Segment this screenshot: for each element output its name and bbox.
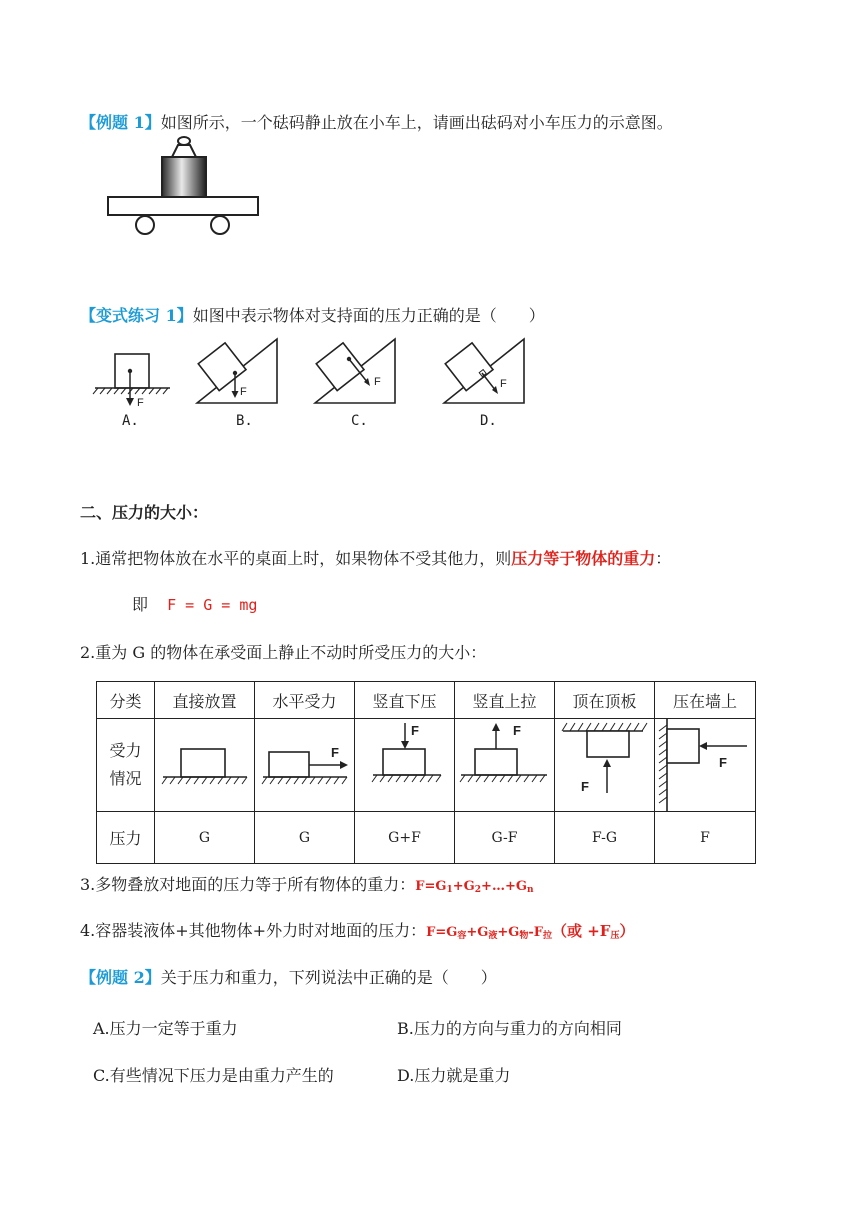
- figure-d-label: D.: [480, 413, 497, 429]
- point4: 4.容器装液体+其他物体+外力时对地面的压力：$F=G_容+G_液+G_物-F_拉$（或 $+F_压$）: [80, 921, 635, 941]
- table-header-cell: 分类: [97, 682, 155, 719]
- variant1-question: [80, 303, 545, 326]
- section2-p1: 1.通常把物体放在水平的桌面上时，如果物体不受其他力，则压力等于物体的重力：: [80, 549, 672, 568]
- cart-weight-figure: [100, 133, 265, 238]
- table-row-label: 压力: [97, 812, 155, 864]
- variant1-tag: 【变式练习 1】: [80, 306, 193, 325]
- figure-d: [442, 333, 527, 405]
- svg-text:F: F: [240, 386, 247, 398]
- example2-question: [80, 965, 497, 988]
- p1-highlight: 压力等于物体的重力: [511, 549, 656, 568]
- table-cell: G: [155, 812, 255, 864]
- point3: 3.多物叠放对地面的压力等于所有物体的重力：$F=G_1+G_2+\dots+G_n$: [80, 875, 534, 895]
- example2-tag: 【例题 2】: [80, 968, 161, 987]
- table-header-cell: 竖直下压: [355, 682, 455, 719]
- table-header-cell: 直接放置: [155, 682, 255, 719]
- figure-ceiling: [555, 719, 655, 812]
- table-cell: F-G: [555, 812, 655, 864]
- formula: F = G = mg: [167, 596, 258, 614]
- point3-formula: $F=G_1+G_2+\dots+G_n$: [415, 879, 534, 895]
- svg-text:F: F: [500, 378, 507, 390]
- example1-question: [80, 110, 673, 133]
- svg-text:F: F: [331, 745, 339, 760]
- table-cell: G: [255, 812, 355, 864]
- table-value-row: [97, 812, 756, 864]
- section2-heading: 二、压力的大小：: [80, 503, 209, 522]
- table-header-cell: 压在墙上: [655, 682, 756, 719]
- figure-press-down: [355, 719, 455, 812]
- example2-text: 关于压力和重力，下列说法中正确的是（ ）: [160, 968, 497, 987]
- option-b: B.压力的方向与重力的方向相同: [397, 1019, 622, 1038]
- formula-line: 即 F = G = mg: [132, 595, 258, 614]
- table-header-row: [97, 682, 756, 719]
- figure-wall: [655, 719, 756, 812]
- svg-text:F: F: [137, 397, 144, 409]
- weight-icon: [162, 137, 206, 197]
- section2-p2: 2.重为 G 的物体在承受面上静止不动时所受压力的大小：: [80, 643, 487, 662]
- table-cell: G-F: [455, 812, 555, 864]
- variant1-text: 如图中表示物体对支持面的压力正确的是（ ）: [192, 306, 545, 325]
- table-header-cell: 竖直上拉: [455, 682, 555, 719]
- table-cell: F: [655, 812, 756, 864]
- figure-b-label: B.: [236, 413, 253, 429]
- cart-icon: [108, 197, 258, 234]
- figure-pull-up: [455, 719, 555, 812]
- svg-text:F: F: [513, 723, 521, 738]
- figure-a: [90, 350, 175, 410]
- table-figure-row: [97, 719, 756, 812]
- figure-direct: [155, 719, 255, 812]
- table-row-label: 受力 情况: [97, 719, 155, 812]
- table-header-cell: 顶在顶板: [555, 682, 655, 719]
- figure-a-label: A.: [122, 413, 139, 429]
- svg-text:F: F: [581, 779, 589, 794]
- svg-text:F: F: [411, 723, 419, 738]
- table-cell: G+F: [355, 812, 455, 864]
- figure-horizontal: [255, 719, 355, 812]
- figure-c: [313, 333, 398, 405]
- example1-text: 如图所示，一个砝码静止放在小车上，请画出砝码对小车压力的示意图。: [160, 113, 673, 132]
- table-header-cell: 水平受力: [255, 682, 355, 719]
- figure-b: [195, 333, 280, 405]
- option-d: D.压力就是重力: [397, 1066, 511, 1085]
- point4-formula: $F=G_容+G_液+G_物-F_拉$（或 $+F_压$）: [426, 922, 635, 941]
- example1-tag: 【例题 1】: [80, 113, 161, 132]
- option-a: A.压力一定等于重力: [93, 1019, 238, 1038]
- option-c: C.有些情况下压力是由重力产生的: [93, 1066, 334, 1085]
- svg-text:F: F: [374, 376, 381, 388]
- figure-c-label: C.: [351, 413, 368, 429]
- pressure-table: [96, 681, 756, 864]
- svg-text:F: F: [719, 755, 727, 770]
